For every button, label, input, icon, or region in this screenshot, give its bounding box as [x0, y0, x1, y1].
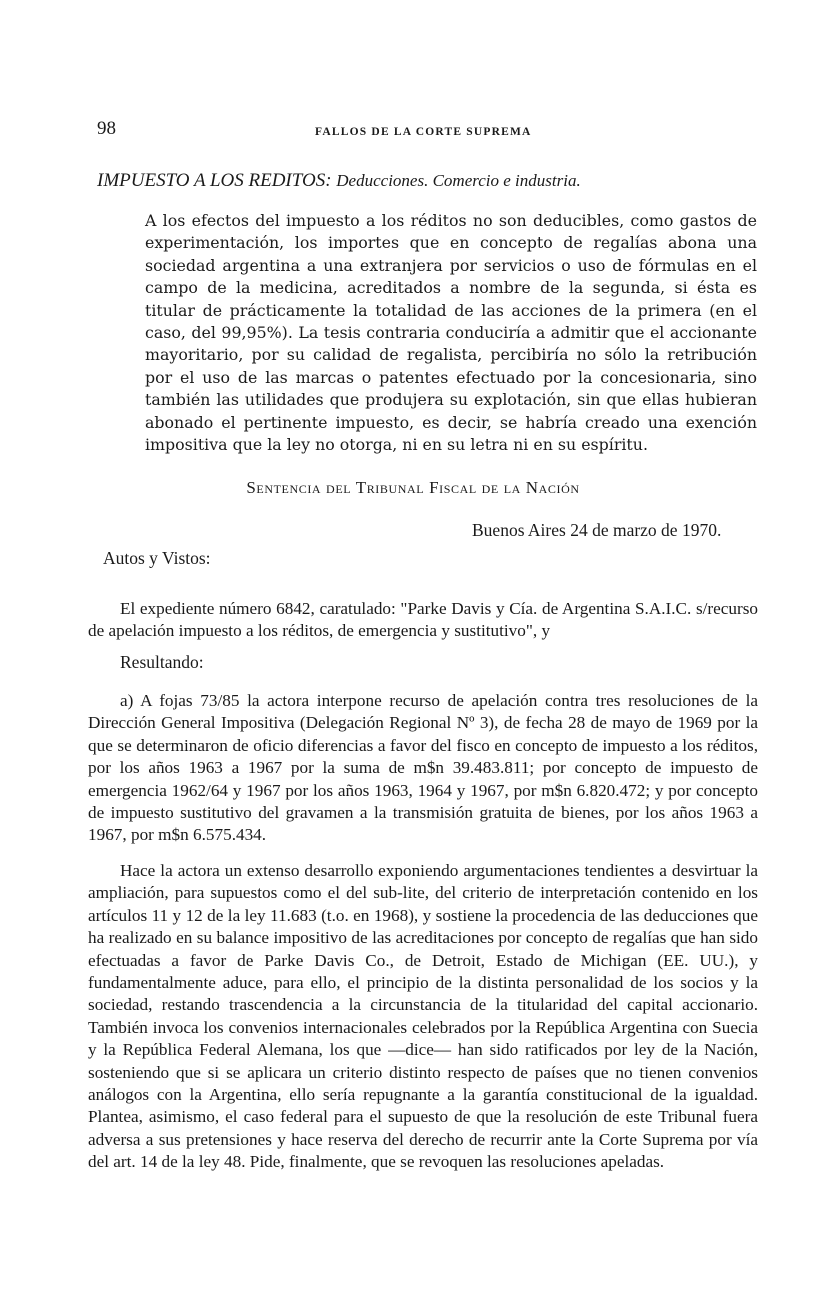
headnote-title [97, 170, 757, 192]
running-head: FALLOS DE LA CORTE SUPREMA [315, 126, 532, 138]
dateline: Buenos Aires 24 de marzo de 1970. [472, 520, 722, 540]
sentence-heading: Sentencia del Tribunal Fiscal de la Nación [246, 478, 580, 497]
page-number: 98 [97, 118, 116, 139]
paragraph-b: Hace la actora un extenso desarrollo exponiendo argumentaciones tendientes a desvirtuar la ampliación, para supuestos como el del sub-lite, del criterio de interpretación contenido en los artículos 11 y 12 de la ley 11.683 (t.o. en 1968), y sostiene la procedencia de las deducciones que ha realizado en su balance impositivo de las acreditaciones por concepto de regalías que han sido efectuadas a favor de Parke Davis Co., de Detroit, Estado de Michigan (EE. UU.), y fundamentalmente aduce, para ello, el principio de la distinta personalidad de los socios y la sociedad, restando trascendencia a la circunstancia de la titularidad del capital accionario. También invoca los convenios internacionales celebrados por la República Argentina con Suecia y la República Federal Alemana, los que —dice— han sido ratificados por ley de la Nación, sosteniendo que si se aplicara un criterio distinto respecto de países que no tienen convenios análogos con la Argentina, ello sería repugnante a la garantía constitucional de la igualdad. Plantea, asimismo, el caso federal para el supuesto de que la resolución de este Tribunal fuera adversa a sus pretensiones y hace reserva del derecho de recurrir ante la Corte Suprema por vía del art. 14 de la ley 48. Pide, finalmente, que se revoquen las resoluciones apeladas. [88, 861, 758, 1172]
expediente-paragraph: El expediente número 6842, caratulado: "Parke Davis y Cía. de Argentina S.A.I.C. s/recurso de apelación impuesto a los réditos, de emergencia y sustitutivo", y [88, 599, 758, 641]
resultando-heading: Resultando: [120, 652, 204, 672]
autos-y-vistos: Autos y Vistos: [103, 548, 211, 568]
paragraph-a: a) A fojas 73/85 la actora interpone recurso de apelación contra tres resoluciones de la Dirección General Impositiva (Delegación Regional Nº 3), de fecha 28 de mayo de 1969 por la que se determinaron de oficio diferencias a favor del fisco en concepto de impuesto a los réditos, por los años 1963 a 1967 por la suma de m$n 39.483.811; por concepto de impuesto de emergencia 1962/64 y 1967 por los años 1963, 1964 y 1967, por m$n 6.820.472; y por concepto de impuesto sustitutivo del gravamen a la transmisión gratuita de bienes, por los años 1963 a 1967, por m$n 6.575.434. [88, 691, 758, 845]
headnote-topic: IMPUESTO A LOS REDITOS: [97, 170, 332, 191]
headnote-summary: A los efectos del impuesto a los réditos no son deducibles, como gastos de experimentación, los importes que en concepto de regalías abona una sociedad argentina a una extranjera por servicios o uso de fórmulas en el campo de la medicina, acreditados a nombre de la segunda, si ésta es titular de prácticamente la totalidad de las acciones de la primera (en el caso, del 99,95%). La tesis contraria conduciría a admitir que el accionante mayoritario, por su calidad de regalista, percibiría no sólo la retribución por el uso de las marcas o patentes efectuado por la concesionaria, sino también las utilidades que produjera su explotación, sin que ellas hubieran abonado el pertinente impuesto, es decir, se habría creado una exención impositiva que la ley no otorga, ni en su letra ni en su espíritu. [145, 211, 757, 455]
page-header [97, 118, 757, 142]
headnote-subtopic: Deducciones. Comercio e industria. [336, 171, 581, 190]
